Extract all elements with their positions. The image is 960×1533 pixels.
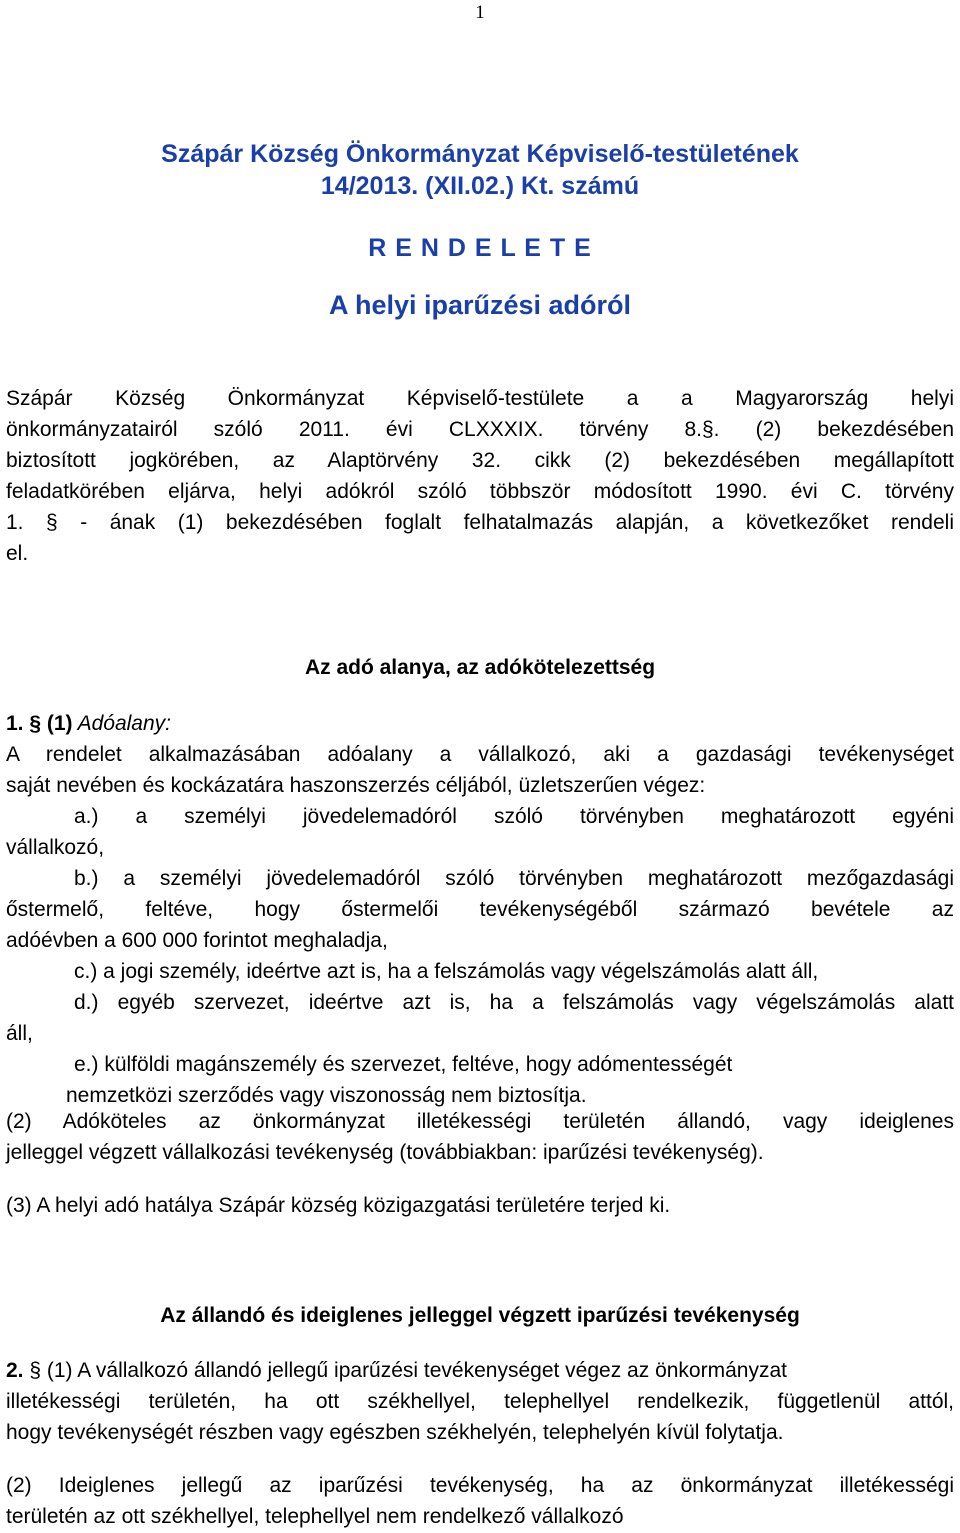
para-line: (2) Adóköteles az önkormányzat illetékességi területén állandó, vagy ideiglenes (6, 1110, 954, 1133)
section-2-number: 2. (6, 1359, 24, 1382)
item-e: e.) külföldi magánszemély és szervezet, feltéve, hogy adómentességét (74, 1053, 733, 1076)
preamble-line: el. (6, 542, 29, 565)
title-line-3: R E N D E L E T E (368, 234, 592, 262)
section-1 (6, 708, 954, 1111)
preamble-line: Szápár Község Önkormányzat Képviselő-testülete a a Magyarország helyi (6, 387, 954, 410)
para-line: hogy tevékenységét részben vagy egészben székhelyén, telephelyén kívül folytatja. (6, 1421, 784, 1444)
para-line (6, 1355, 954, 1386)
preamble-line: biztosított jogkörében, az Alaptörvény 32. cikk (2) bekezdésében megállapított (6, 449, 954, 472)
para-line: (2) Ideiglenes jellegű az iparűzési tevékenység, ha az önkormányzat illetékességi (6, 1474, 954, 1497)
section-heading-1: Az adó alanya, az adókötelezettség (304, 656, 656, 679)
preamble-line: feladatkörében eljárva, helyi adókról szóló többször módosított 1990. évi C. törvény (6, 480, 954, 503)
item-d-cont: áll, (6, 1022, 33, 1045)
section-2-para-1 (6, 1355, 954, 1448)
section-1-number: 1. § (1) (6, 712, 73, 735)
title-line-1: Szápár Község Önkormányzat Képviselő-testületének (161, 140, 799, 168)
title-line-2: 14/2013. (XII.02.) Kt. számú (320, 172, 640, 200)
para-line: (3) A helyi adó hatálya Szápár község közigazgatási területére terjed ki. (6, 1194, 671, 1217)
title-line-4: A helyi iparűzési adóról (328, 290, 632, 320)
para-line: jelleggel végzett vállalkozási tevékenység (továbbiakban: iparűzési tevékenység). (6, 1141, 764, 1164)
section-1-para-3 (6, 1190, 954, 1221)
item-c: c.) a jogi személy, ideértve azt is, ha a felszámolás vagy végelszámolás alatt áll, (74, 960, 819, 983)
section-2-text: § (1) A vállalkozó állandó jellegű iparűzési tevékenységet végez az önkormányzat (23, 1359, 787, 1382)
preamble-line: 1. § - ának (1) bekezdésében foglalt felhatalmazás alapján, a következőket rendeli (6, 511, 954, 534)
section-1-label-line (6, 708, 954, 739)
section-heading-2: Az állandó és ideiglenes jelleggel végzett iparűzési tevékenység (160, 1304, 800, 1327)
item-b-cont: adóévben a 600 000 forintot meghaladja, (6, 929, 388, 952)
section-1-line: saját nevében és kockázatára haszonszerzés céljából, üzletszerűen végez: (6, 774, 706, 797)
item-a: a.) a személyi jövedelemadóról szóló törvényben meghatározott egyéni (74, 805, 954, 828)
page-number: 1 (475, 2, 485, 23)
preamble (6, 383, 954, 569)
item-b-cont: őstermelő, feltéve, hogy őstermelői tevékenységéből származó bevétele az (6, 898, 954, 921)
preamble-line: önkormányzatairól szóló 2011. évi CLXXXIX. törvény 8.§. (2) bekezdésében (6, 418, 954, 441)
item-b: b.) a személyi jövedelemadóról szóló törvényben meghatározott mezőgazdasági (74, 867, 954, 890)
para-line: illetékességi területén, ha ott székhellyel, telephellyel rendelkezik, függetlenül attól, (6, 1390, 954, 1413)
section-1-para-2 (6, 1106, 954, 1168)
item-a-cont: vállalkozó, (6, 836, 105, 859)
section-1-line: A rendelet alkalmazásában adóalany a vállalkozó, aki a gazdasági tevékenységet (6, 743, 954, 766)
para-line: területén az ott székhellyel, telephellyel nem rendelkező vállalkozó (6, 1505, 624, 1528)
section-2-para-2 (6, 1470, 954, 1532)
item-e-cont: nemzetközi szerződés vagy viszonosság nem biztosítja. (66, 1084, 587, 1107)
item-d: d.) egyéb szervezet, ideértve azt is, ha a felszámolás vagy végelszámolás alatt (74, 991, 954, 1014)
section-1-label: Adóalany: (72, 712, 171, 735)
